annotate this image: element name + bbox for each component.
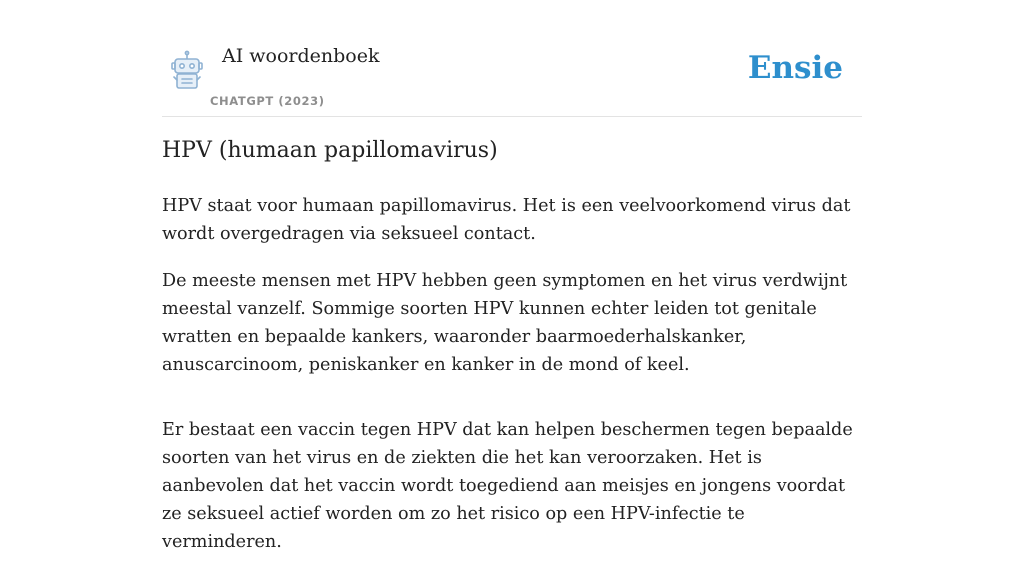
source-title[interactable]: AI woordenboek xyxy=(222,45,380,67)
source-subtitle: CHATGPT (2023) xyxy=(210,94,325,108)
robot-icon xyxy=(166,50,208,92)
paragraph-2: De meeste mensen met HPV hebben geen symptomen en het virus verdwijnt meestal vanzelf. Sommige soorten HPV kunnen echter leiden tot genitale wratten en bepaalde kankers, waaronder baarmoederhalskanker, anuscarcinoom, peniskanker en kanker in de mond of keel. xyxy=(162,271,848,375)
entry-header xyxy=(162,0,862,117)
paragraph-3: Er bestaat een vaccin tegen HPV dat kan helpen beschermen tegen bepaalde soorten van het virus en de ziekten die het kan veroorzaken. Het is aanbevolen dat het vaccin wordt toegediend aan meisjes en jongens voordat ze seksueel actief worden om zo het risico op een HPV-infectie te verminderen. xyxy=(162,420,853,552)
ensie-logo[interactable]: Ensie xyxy=(747,50,843,86)
entry-body xyxy=(162,192,862,575)
paragraph-1: HPV staat voor humaan papillomavirus. Het is een veelvoorkomend virus dat wordt overgedragen via seksueel contact. xyxy=(162,196,851,244)
entry-title: HPV (humaan papillomavirus) xyxy=(162,138,498,163)
